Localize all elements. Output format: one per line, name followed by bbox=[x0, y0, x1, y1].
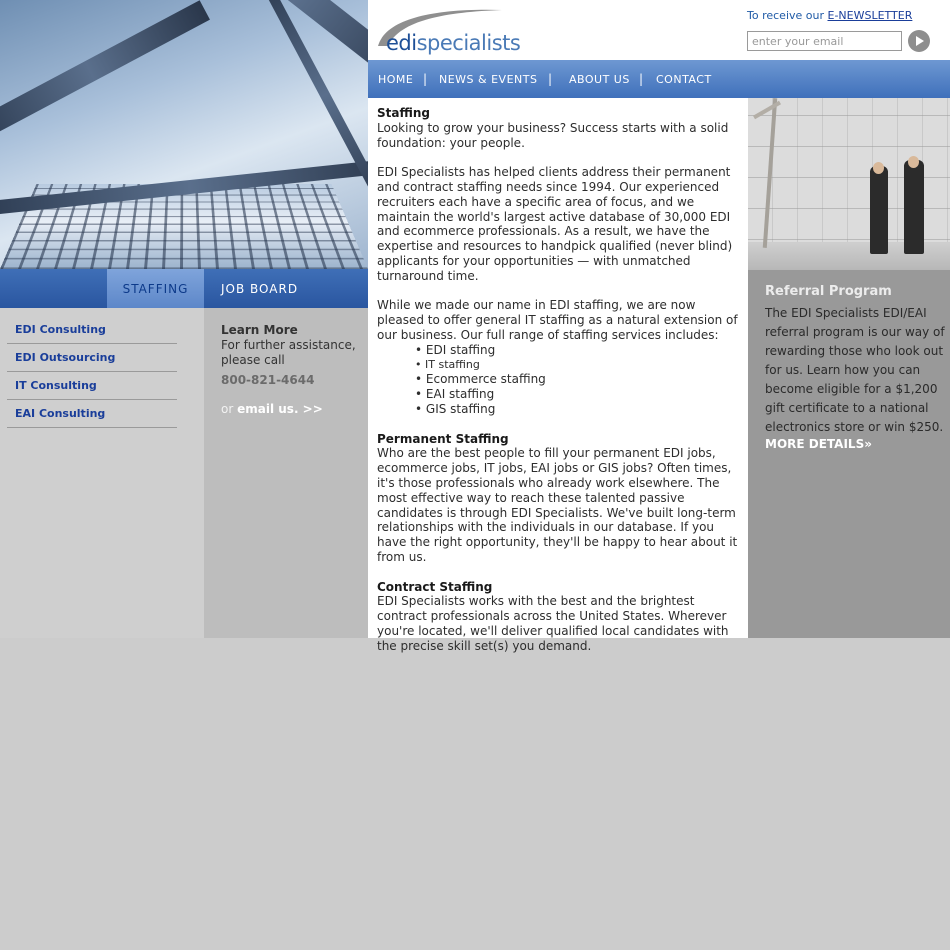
tab-staffing[interactable]: STAFFING bbox=[107, 269, 204, 308]
newsletter-prefix: To receive our bbox=[747, 9, 828, 22]
paragraph-contract: EDI Specialists works with the best and the brightest contract professionals across the United States. Wherever you're located, we'll deliver qualified local candidates with the precise skill set(s) you demand. bbox=[377, 594, 729, 653]
nav-contact[interactable]: CONTACT bbox=[656, 73, 712, 86]
list-item: • EAI staffing bbox=[415, 387, 745, 402]
nav-separator: | bbox=[548, 72, 553, 86]
or-text: or bbox=[221, 402, 234, 416]
person-figure bbox=[904, 160, 924, 254]
heading-contract-staffing: Contract Staffing bbox=[377, 579, 493, 594]
learn-more-title: Learn More bbox=[221, 323, 298, 337]
phone-number: 800-821-4644 bbox=[221, 373, 315, 387]
nav-news-events[interactable]: NEWS & EVENTS bbox=[439, 73, 538, 86]
logo-part-edi: edi bbox=[386, 31, 417, 55]
intro-text: Looking to grow your business? Success starts with a solid foundation: your people. bbox=[377, 120, 729, 150]
more-details-link[interactable]: MORE DETAILS» bbox=[765, 437, 872, 451]
list-item: • EDI staffing bbox=[415, 343, 745, 358]
services-list bbox=[377, 343, 745, 417]
nav-about-us[interactable]: ABOUT US bbox=[569, 73, 630, 86]
sidebar-item-it-consulting[interactable]: IT Consulting bbox=[7, 372, 177, 400]
left-sidebar bbox=[0, 308, 204, 638]
list-item: • GIS staffing bbox=[415, 402, 745, 417]
paragraph-permanent: Who are the best people to fill your permanent EDI jobs, ecommerce jobs, IT jobs, EAI jobs or GIS jobs? Often times, it's those professionals who already work elsewhere. The most effective way to reach these talented passive candidates is through EDI Specialists. We've built long-term relationships with the individuals in our database. If you have the right opportunity, they'll be happy to hear about it from us. bbox=[377, 446, 738, 564]
newsletter-submit-button[interactable] bbox=[908, 30, 930, 52]
business-people-photo bbox=[748, 98, 950, 270]
person-figure bbox=[870, 166, 888, 254]
newsletter-link[interactable]: E-NEWSLETTER bbox=[827, 9, 913, 22]
paragraph-services: While we made our name in EDI staffing, we are now pleased to offer general IT staffing as a natural extension of our business. Our full range of staffing services includes: bbox=[377, 298, 738, 342]
sidebar-item-edi-consulting[interactable]: EDI Consulting bbox=[7, 316, 177, 344]
sidebar-item-eai-consulting[interactable]: EAI Consulting bbox=[7, 400, 177, 428]
newsletter-email-input[interactable] bbox=[747, 31, 902, 51]
sidebar-item-edi-outsourcing[interactable]: EDI Outsourcing bbox=[7, 344, 177, 372]
newsletter-label bbox=[747, 9, 912, 22]
nav-separator: | bbox=[639, 72, 644, 86]
main-content bbox=[377, 106, 745, 668]
learn-more-text: For further assistance, please call bbox=[221, 338, 356, 367]
referral-title: Referral Program bbox=[765, 284, 892, 299]
site-logo[interactable] bbox=[386, 31, 520, 55]
tab-job-board[interactable]: JOB BOARD bbox=[221, 281, 299, 296]
nav-separator: | bbox=[423, 72, 428, 86]
heading-permanent-staffing: Permanent Staffing bbox=[377, 431, 509, 446]
nav-home[interactable]: HOME bbox=[378, 73, 414, 86]
email-line bbox=[221, 402, 323, 416]
arrow-right-icon bbox=[916, 36, 924, 46]
referral-text: The EDI Specialists EDI/EAI referral program is our way of rewarding those who look out for us. Learn how you can become eligible for a $1,200 gift certificate to a national electronics store or win $250. bbox=[765, 306, 945, 434]
hero-beam bbox=[0, 0, 210, 141]
hero-architecture-image bbox=[0, 0, 368, 269]
logo-part-specialists: specialists bbox=[416, 31, 521, 55]
list-item: • Ecommerce staffing bbox=[415, 372, 745, 387]
heading-staffing: Staffing bbox=[377, 106, 430, 120]
paragraph-history: EDI Specialists has helped clients address their permanent and contract staffing needs since 1994. Our experienced recruiters each have a specific area of focus, and we maintain the world's largest active database of 30,000 EDI and ecommerce professionals. As a result, we have the expertise and resources to handpick qualified (never blind) applicants for your opportunities — with unmatched turnaround time. bbox=[377, 165, 733, 283]
email-us-link[interactable]: email us. >> bbox=[237, 402, 323, 416]
list-item: • IT staffing bbox=[415, 358, 745, 373]
